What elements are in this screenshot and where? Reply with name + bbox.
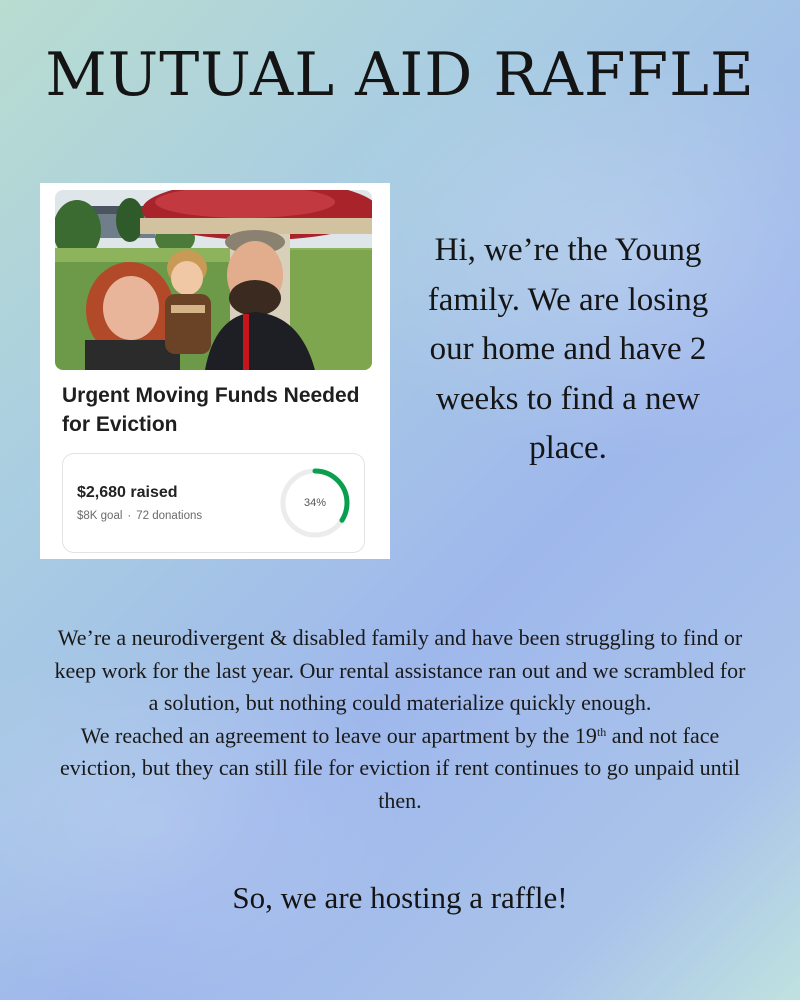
donation-count: 72 donations [136,510,203,522]
ordinal-suffix: th [596,724,607,739]
goal-amount: $8K goal [77,510,123,522]
goal-and-donations [77,510,202,522]
story-paragraph-2-end: and not face eviction, but they can still file for eviction if rent continues to go unpaid until then. [59,722,740,813]
intro-text: Hi, we’re the Young family. We are losing our home and have 2 weeks to find a new place. [427,232,709,466]
story-paragraph-2-start: We reached an agreement to leave our apartment by the 19 [80,722,597,748]
story-paragraph-1: We’re a neurodivergent & disabled family and have been struggling to find or keep work for the last year. Our rental assistance ran out and we scrambled for a solution, but nothing could materialize quickly enough. [54,625,746,715]
amount-raised: $2,680 raised [77,484,178,501]
donation-stats-panel [62,453,365,553]
poster-title: MUTUAL AID RAFFLE [45,40,755,110]
campaign-title[interactable]: Urgent Moving Funds Needed for Eviction [62,384,360,436]
progress-percent: 34% [303,497,327,509]
raffle-announcement: So, we are hosting a raffle! [232,880,568,915]
story-text [50,622,750,817]
fundraiser-card[interactable] [40,183,390,559]
story-paragraph-2 [50,720,750,818]
family-photo [55,190,372,370]
meta-separator: · [127,510,132,522]
